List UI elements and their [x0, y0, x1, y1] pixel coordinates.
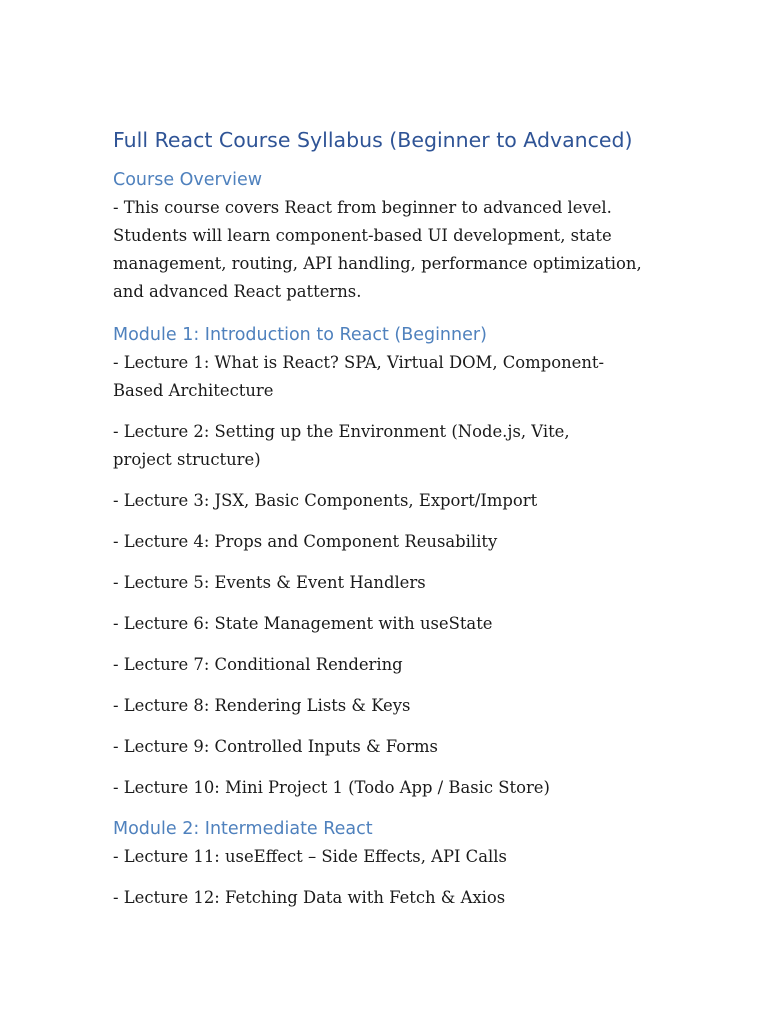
- module-2-heading: Module 2: Intermediate React: [113, 819, 373, 839]
- module-2-lecture-list: [113, 843, 668, 912]
- lecture-11: - Lecture 11: useEffect – Side Effects, API Calls: [113, 847, 507, 866]
- lecture-10: - Lecture 10: Mini Project 1 (Todo App / Basic Store): [113, 778, 550, 797]
- lecture-1: - Lecture 1: What is React? SPA, Virtual DOM, Component-Based Architecture: [113, 353, 605, 400]
- module-1-section: [113, 321, 668, 802]
- course-overview-text: - This course covers React from beginner to advanced level. Students will learn component-based UI development, state management, routing, API handling, performance optimization, and advanced React patterns.: [113, 198, 642, 301]
- lecture-12: - Lecture 12: Fetching Data with Fetch & Axios: [113, 888, 506, 907]
- module-2-section: [113, 815, 668, 912]
- lecture-6: - Lecture 6: State Management with useState: [113, 614, 493, 633]
- lecture-9: - Lecture 9: Controlled Inputs & Forms: [113, 737, 438, 756]
- lecture-3: - Lecture 3: JSX, Basic Components, Export/Import: [113, 491, 538, 510]
- document-title: Full React Course Syllabus (Beginner to Advanced): [113, 128, 633, 152]
- lecture-7: - Lecture 7: Conditional Rendering: [113, 655, 403, 674]
- lecture-4: - Lecture 4: Props and Component Reusability: [113, 532, 498, 551]
- course-overview-heading: Course Overview: [113, 170, 263, 190]
- lecture-5: - Lecture 5: Events & Event Handlers: [113, 573, 426, 592]
- lecture-2: - Lecture 2: Setting up the Environment (Node.js, Vite, project structure): [113, 422, 570, 469]
- module-1-heading: Module 1: Introduction to React (Beginner): [113, 325, 487, 345]
- module-1-lecture-list: [113, 349, 668, 802]
- lecture-8: - Lecture 8: Rendering Lists & Keys: [113, 696, 411, 715]
